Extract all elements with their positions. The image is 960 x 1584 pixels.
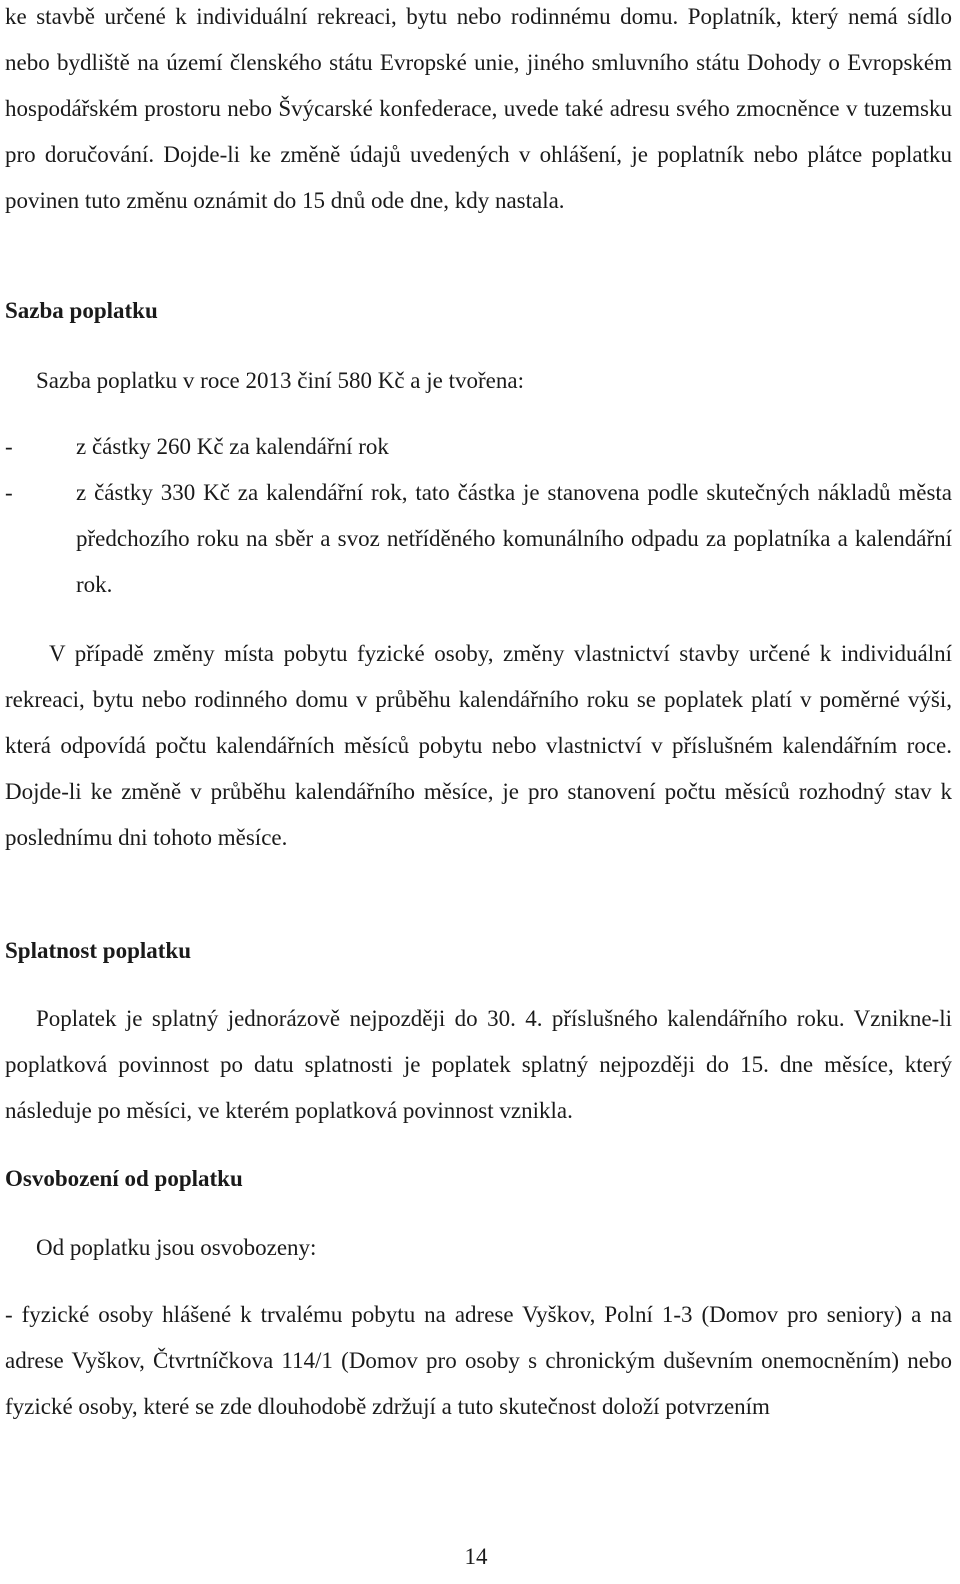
list-item-sazba-2 xyxy=(5,470,952,608)
paragraph-splatnost: Poplatek je splatný jednorázově nejpozději do 30. 4. příslušného kalendářního roku. Vznikne-li poplatková povinnost po datu splatnosti je poplatek splatný nejpozději do 15. dne měsíce, který následuje po měsíci, ve kterém poplatková povinnost vznikla. xyxy=(5,1006,952,1123)
heading-splatnost-poplatku: Splatnost poplatku xyxy=(5,938,191,963)
list-item-sazba-1 xyxy=(5,424,952,470)
list-dash: - xyxy=(5,434,13,459)
page-number: 14 xyxy=(464,1544,488,1569)
paragraph-zmena-pobytu: V případě změny místa pobytu fyzické osoby, změny vlastnictví stavby určené k individuální rekreaci, bytu nebo rodinného domu v průběhu kalendářního roku se poplatek platí v poměrné výši, která odpovídá počtu kalendářních měsíců pobytu nebo vlastnictví v příslušném kalendářním roce. Dojde-li ke změně v průběhu kalendářního měsíce, je pro stanovení počtu měsíců rozhodný stav k poslednímu dni tohoto měsíce. xyxy=(5,641,952,850)
list-item-text: z částky 330 Kč za kalendářní rok, tato částka je stanovena podle skutečných nákladů města předchozího roku na sběr a svoz netříděného komunálního odpadu za poplatníka a kalendářní rok. xyxy=(76,480,952,597)
list-dash: - xyxy=(5,480,13,505)
heading-sazba-poplatku: Sazba poplatku xyxy=(5,298,158,323)
list-item-text: z částky 260 Kč za kalendářní rok xyxy=(76,434,389,459)
heading-osvobozeni: Osvobození od poplatku xyxy=(5,1166,243,1191)
paragraph-sazba-intro: Sazba poplatku v roce 2013 činí 580 Kč a je tvořena: xyxy=(36,368,524,393)
paragraph-osvobozeni-item: - fyzické osoby hlášené k trvalému pobytu na adrese Vyškov, Polní 1-3 (Domov pro seniory) a na adrese Vyškov, Čtvrtníčkova 114/1 (Domov pro osoby s chronickým duševním onemocněním) nebo fyzické osoby, které se zde dlouhodobě zdržují a tuto skutečnost doloží potvrzením xyxy=(5,1302,952,1419)
paragraph-osvobozeni-intro: Od poplatku jsou osvobozeny: xyxy=(36,1235,317,1260)
paragraph-ohlaseni: ke stavbě určené k individuální rekreaci, bytu nebo rodinnému domu. Poplatník, který nemá sídlo nebo bydliště na území členského státu Evropské unie, jiného smluvního státu Dohody o Evropském hospodářském prostoru nebo Švýcarské konfederace, uvede také adresu svého zmocněnce v tuzemsku pro doručování. Dojde-li ke změně údajů uvedených v ohlášení, je poplatník nebo plátce poplatku povinen tuto změnu oznámit do 15 dnů ode dne, kdy nastala. xyxy=(5,4,952,213)
